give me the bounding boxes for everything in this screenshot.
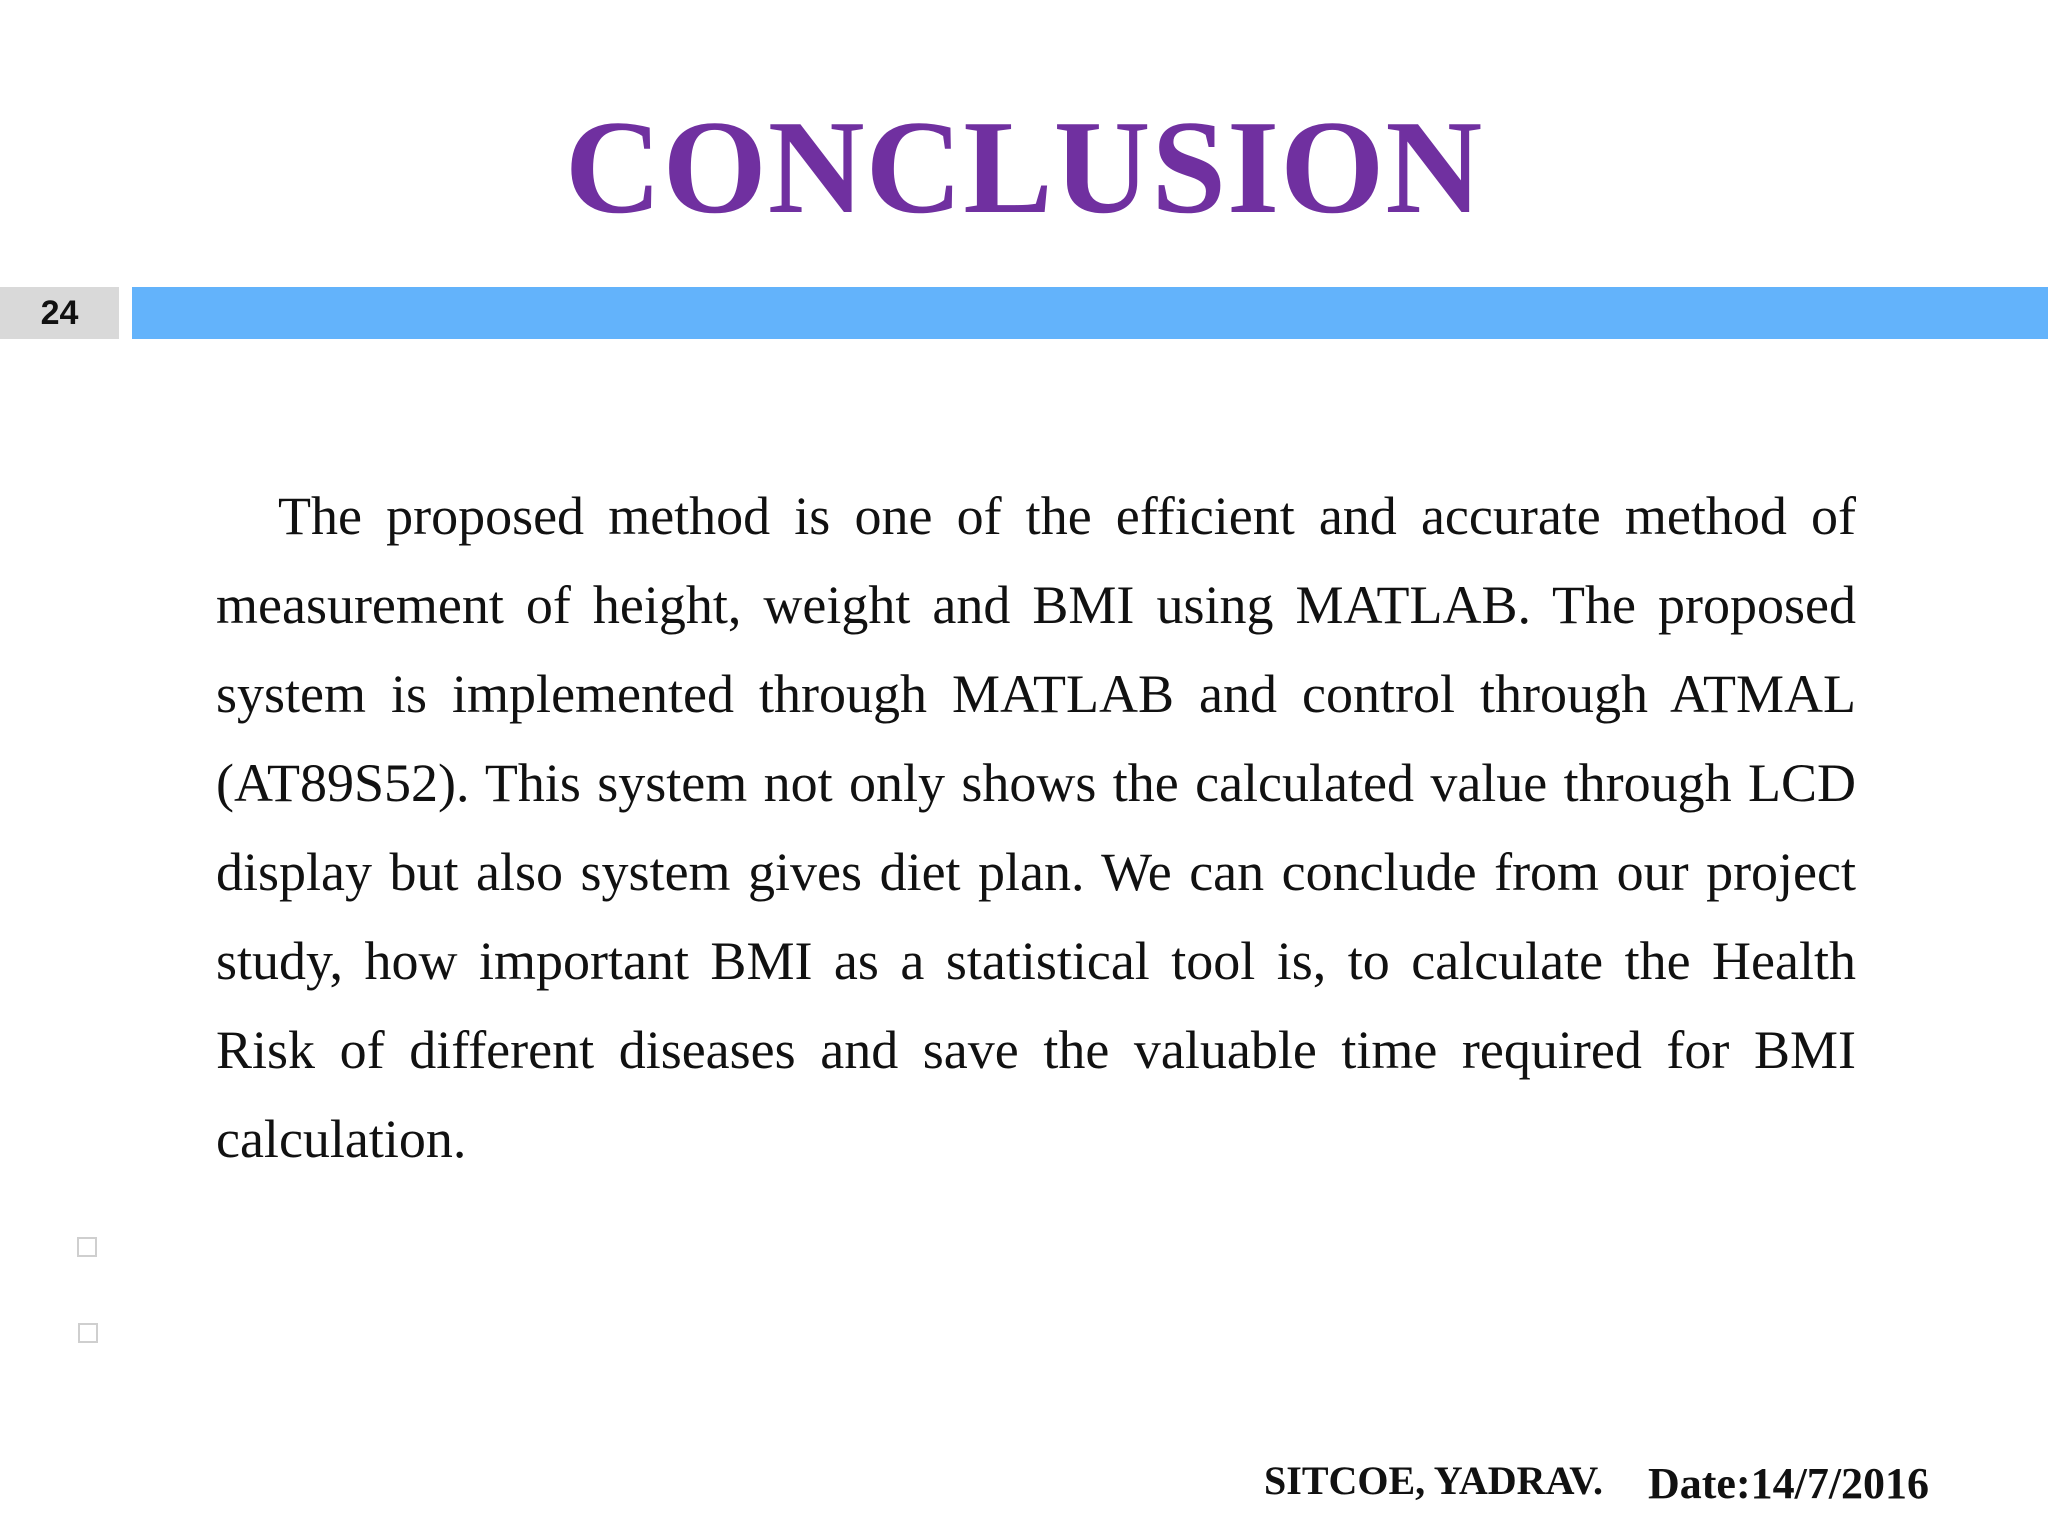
empty-bullet-icon [77,1237,97,1257]
page-number: 24 [40,294,79,332]
footer-institution: SITCOE, YADRAV. [1264,1458,1604,1503]
empty-bullet-icon [78,1323,98,1343]
footer-date: Date:14/7/2016 [1648,1459,1930,1508]
page-number-box [0,287,119,339]
title-accent-bar [132,287,2048,339]
slide-title: CONCLUSION [564,93,1484,241]
conclusion-paragraph: The proposed method is one of the efficient and accurate method of measurement of height, weight and BMI using MATLAB. The proposed system is implemented through MATLAB and control through ATMAL (AT89S52). This system not only shows the calculated value through LCD display but also system gives diet plan. We can conclude from our project study, how important BMI as a statistical tool is, to calculate the Health Risk of different diseases and save the valuable time required for BMI calculation. [216,486,1856,1169]
